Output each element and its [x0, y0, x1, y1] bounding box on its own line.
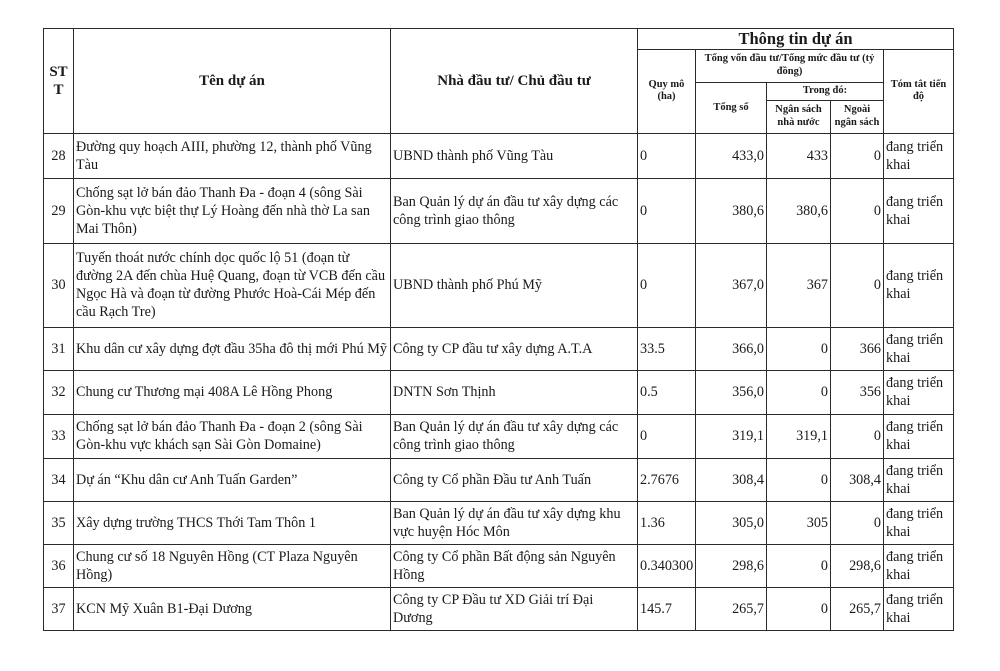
table-row: [44, 414, 954, 458]
cell-tien-do: đang triển khai: [884, 243, 954, 327]
cell-stt: 28: [44, 133, 74, 178]
cell-stt: 33: [44, 414, 74, 458]
cell-stt: 34: [44, 458, 74, 501]
cell-ngan-sach: 0: [767, 544, 831, 587]
cell-tong-so: 356,0: [696, 370, 767, 414]
cell-ngan-sach: 0: [767, 327, 831, 370]
cell-ten-du-an: KCN Mỹ Xuân B1-Đại Dương: [74, 587, 391, 630]
cell-stt: 37: [44, 587, 74, 630]
cell-tong-so: 298,6: [696, 544, 767, 587]
header-ngan-sach-nha-nuoc: Ngân sách nhà nước: [767, 100, 831, 133]
table-row: [44, 587, 954, 630]
cell-quy-mo: 0: [638, 133, 696, 178]
cell-quy-mo: 0.340300: [638, 544, 696, 587]
table-row: [44, 501, 954, 544]
cell-nha-dau-tu: Ban Quản lý dự án đầu tư xây dựng khu vực huyện Hóc Môn: [391, 501, 638, 544]
cell-ngan-sach: 305: [767, 501, 831, 544]
header-stt-line2: T: [53, 81, 64, 98]
cell-stt: 36: [44, 544, 74, 587]
cell-tong-so: 380,6: [696, 178, 767, 243]
cell-tong-so: 265,7: [696, 587, 767, 630]
header-ngoai-ngan-sach: Ngoài ngân sách: [831, 100, 884, 133]
cell-ngan-sach: 319,1: [767, 414, 831, 458]
cell-ten-du-an: Xây dựng trường THCS Thới Tam Thôn 1: [74, 501, 391, 544]
table-header: [44, 29, 954, 134]
cell-quy-mo: 2.7676: [638, 458, 696, 501]
header-tom-tat-tien-do: Tóm tắt tiến độ: [884, 49, 954, 133]
cell-tong-so: 433,0: [696, 133, 767, 178]
cell-ngoai-ngan-sach: 356: [831, 370, 884, 414]
cell-nha-dau-tu: Công ty CP đầu tư xây dựng A.T.A: [391, 327, 638, 370]
cell-ngoai-ngan-sach: 265,7: [831, 587, 884, 630]
table-row: [44, 327, 954, 370]
table-body: [44, 133, 954, 630]
header-stt-line1: ST: [49, 63, 68, 80]
cell-tien-do: đang triển khai: [884, 414, 954, 458]
cell-quy-mo: 0: [638, 414, 696, 458]
cell-tien-do: đang triển khai: [884, 458, 954, 501]
cell-tien-do: đang triển khai: [884, 544, 954, 587]
cell-tong-so: 305,0: [696, 501, 767, 544]
table-row: [44, 178, 954, 243]
cell-ten-du-an: Tuyến thoát nước chính dọc quốc lộ 51 (đoạn từ đường 2A đến chùa Huệ Quang, đoạn từ VCB đến cầu Ngọc Hà và đoạn từ đường Phước Hoà-Cái Mép đến cầu Rạch Tre): [74, 243, 391, 327]
cell-quy-mo: 0: [638, 178, 696, 243]
cell-nha-dau-tu: UBND thành phố Vũng Tàu: [391, 133, 638, 178]
header-quy-mo: Quy mô (ha): [638, 49, 696, 133]
cell-nha-dau-tu: Công ty Cổ phần Đầu tư Anh Tuấn: [391, 458, 638, 501]
table-row: [44, 133, 954, 178]
cell-ten-du-an: Khu dân cư xây dựng đợt đầu 35ha đô thị mới Phú Mỹ: [74, 327, 391, 370]
cell-ngan-sach: 367: [767, 243, 831, 327]
cell-stt: 32: [44, 370, 74, 414]
cell-quy-mo: 145.7: [638, 587, 696, 630]
cell-ngan-sach: 0: [767, 370, 831, 414]
cell-quy-mo: 1.36: [638, 501, 696, 544]
cell-tong-so: 319,1: [696, 414, 767, 458]
cell-quy-mo: 33.5: [638, 327, 696, 370]
header-trong-do: Trong đó:: [767, 82, 884, 100]
cell-ngoai-ngan-sach: 0: [831, 243, 884, 327]
cell-ngoai-ngan-sach: 366: [831, 327, 884, 370]
cell-stt: 29: [44, 178, 74, 243]
table-row: [44, 243, 954, 327]
cell-stt: 31: [44, 327, 74, 370]
cell-ten-du-an: Chống sạt lở bán đảo Thanh Đa - đoạn 2 (sông Sài Gòn-khu vực khách sạn Sài Gòn Domaine): [74, 414, 391, 458]
header-tong-so: Tổng số: [696, 82, 767, 133]
cell-tong-so: 308,4: [696, 458, 767, 501]
cell-ten-du-an: Chung cư Thương mại 408A Lê Hồng Phong: [74, 370, 391, 414]
cell-tong-so: 366,0: [696, 327, 767, 370]
table-row: [44, 458, 954, 501]
cell-ngoai-ngan-sach: 0: [831, 414, 884, 458]
cell-stt: 30: [44, 243, 74, 327]
cell-ngoai-ngan-sach: 0: [831, 501, 884, 544]
header-stt: [44, 29, 74, 134]
cell-ngan-sach: 380,6: [767, 178, 831, 243]
header-nha-dau-tu: Nhà đầu tư/ Chủ đầu tư: [391, 29, 638, 134]
header-thong-tin-du-an: Thông tin dự án: [638, 29, 954, 50]
cell-quy-mo: 0: [638, 243, 696, 327]
header-tong-von: Tổng vốn đầu tư/Tổng mức đầu tư (tỷ đồng): [696, 49, 884, 82]
cell-ngoai-ngan-sach: 298,6: [831, 544, 884, 587]
cell-nha-dau-tu: Công ty Cổ phần Bất động sản Nguyên Hồng: [391, 544, 638, 587]
cell-nha-dau-tu: DNTN Sơn Thịnh: [391, 370, 638, 414]
cell-tien-do: đang triển khai: [884, 501, 954, 544]
cell-quy-mo: 0.5: [638, 370, 696, 414]
cell-ngoai-ngan-sach: 308,4: [831, 458, 884, 501]
cell-ten-du-an: Đường quy hoạch AIII, phường 12, thành phố Vũng Tàu: [74, 133, 391, 178]
table-row: [44, 544, 954, 587]
cell-stt: 35: [44, 501, 74, 544]
cell-nha-dau-tu: Ban Quản lý dự án đầu tư xây dựng các công trình giao thông: [391, 414, 638, 458]
cell-tien-do: đang triển khai: [884, 178, 954, 243]
cell-tien-do: đang triển khai: [884, 133, 954, 178]
cell-ngoai-ngan-sach: 0: [831, 133, 884, 178]
table-row: [44, 370, 954, 414]
cell-tong-so: 367,0: [696, 243, 767, 327]
cell-nha-dau-tu: Công ty CP Đầu tư XD Giải trí Đại Dương: [391, 587, 638, 630]
cell-ngan-sach: 433: [767, 133, 831, 178]
cell-tien-do: đang triển khai: [884, 327, 954, 370]
cell-tien-do: đang triển khai: [884, 370, 954, 414]
cell-tien-do: đang triển khai: [884, 587, 954, 630]
cell-ngoai-ngan-sach: 0: [831, 178, 884, 243]
cell-nha-dau-tu: Ban Quản lý dự án đầu tư xây dựng các công trình giao thông: [391, 178, 638, 243]
cell-ten-du-an: Chung cư số 18 Nguyên Hồng (CT Plaza Nguyên Hồng): [74, 544, 391, 587]
cell-ten-du-an: Dự án “Khu dân cư Anh Tuấn Garden”: [74, 458, 391, 501]
project-table: [43, 28, 954, 631]
cell-nha-dau-tu: UBND thành phố Phú Mỹ: [391, 243, 638, 327]
header-ten-du-an: Tên dự án: [74, 29, 391, 134]
cell-ten-du-an: Chống sạt lở bán đảo Thanh Đa - đoạn 4 (sông Sài Gòn-khu vực biệt thự Lý Hoàng đến nhà thờ La san Mai Thôn): [74, 178, 391, 243]
cell-ngan-sach: 0: [767, 587, 831, 630]
cell-ngan-sach: 0: [767, 458, 831, 501]
